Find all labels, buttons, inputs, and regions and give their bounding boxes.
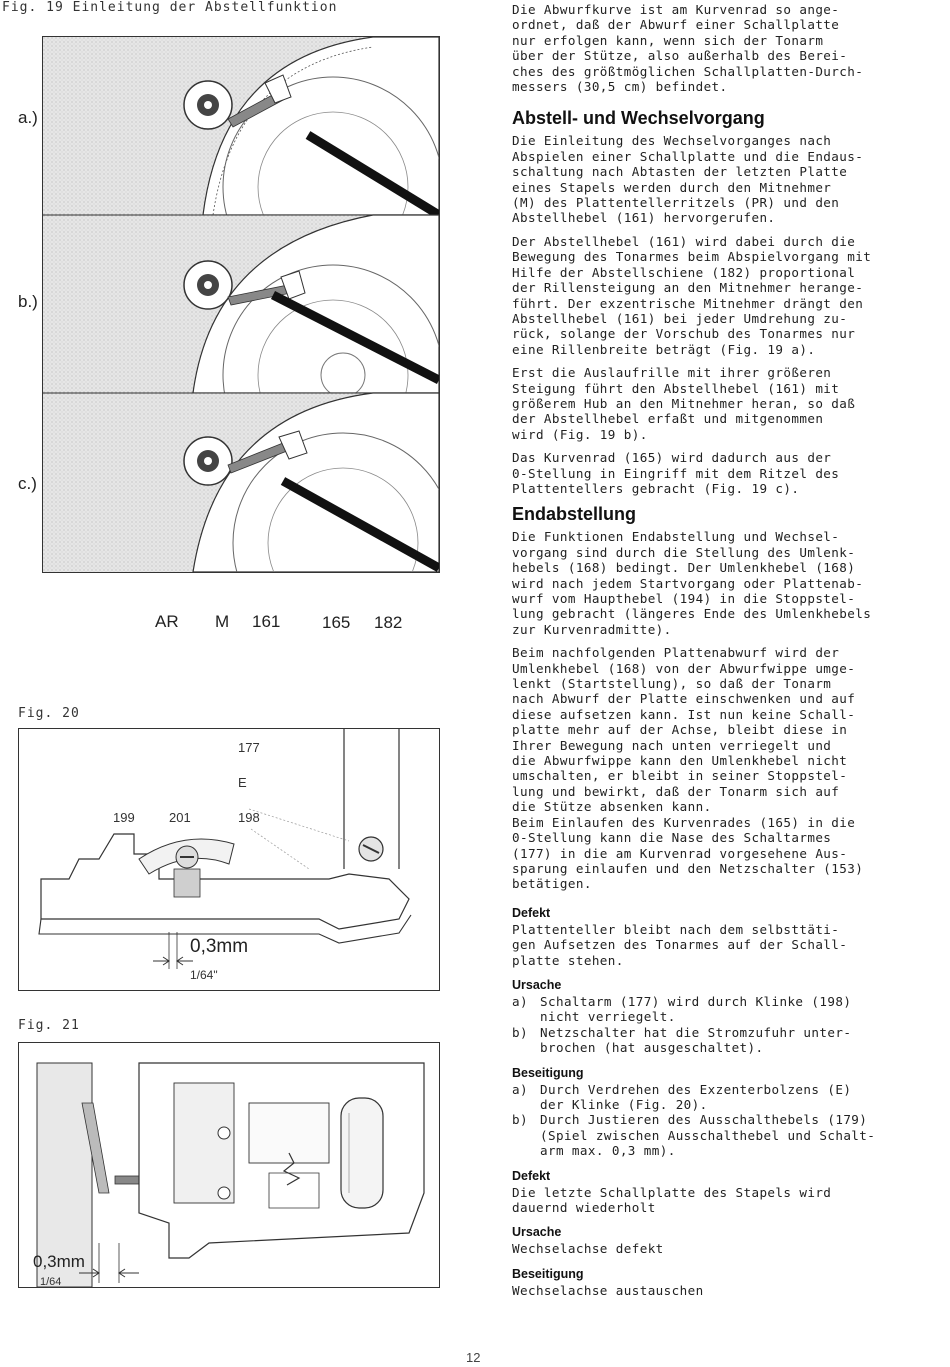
heading-abstell-wechsel: Abstell- und Wechselvorgang <box>512 108 765 129</box>
ursache-1-item-a <box>512 994 948 1025</box>
callout-161: 161 <box>252 612 281 631</box>
panel-c-drawing <box>43 393 439 572</box>
paragraph-auslaufrille: Erst die Auslaufrille mit ihrer größeren Steigung führt den Abstellhebel (161) mit größerem Hub an den Mitnehmer heran, so daß der Abstellhebel erfaßt und mitgenommen wird (Fig. 19 b). <box>512 365 856 442</box>
fig20-dimension-inch: 1/64" <box>190 968 218 982</box>
fig20-label-198: 198 <box>238 810 260 825</box>
panel-label-a: a.) <box>18 108 38 127</box>
paragraph-umlenkhebel: Die Funktionen Endabstellung und Wechsel- vorgang sind durch die Stellung des Umlenk- hebels (168) bedingt. Der Umlenkhebel (168) wird nach jedem Startvorgang oder Plattenab- wurf vom Haupthebel (194) in die Stoppstel- lung gebracht (längeres Ende des Umlenkhebels zur Kurvenradmitte). <box>512 529 872 637</box>
ursache-1-text-b: Netzschalter hat die Stromzufuhr unter- brochen (hat ausgeschaltet). <box>540 1024 852 1056</box>
ursache-1-key-a: a) <box>512 993 528 1009</box>
fig19-drawing <box>43 37 439 572</box>
paragraph-abstellhebel: Der Abstellhebel (161) wird dabei durch die Bewegung des Tonarmes beim Abspielvorgang mit Hilfe der Abstellschiene (182) proportional der Rillensteigung an den Mitnehmer herange- führt. Der exzentrische Mitnehmer drängt den Abstellhebel (161) bei jeder Umdrehung zu- rück, solange der Vorschub des Tonarmes nur eine Rillenbreite beträgt (Fig. 19 a). <box>512 233 872 357</box>
fig21-dimension-inch: 1/64 <box>40 1276 62 1288</box>
beseitigung-1-key-b: b) <box>512 1112 528 1128</box>
ursache-2-text: Wechselachse defekt <box>512 1241 664 1257</box>
ursache-1-key-b: b) <box>512 1024 528 1040</box>
label-beseitigung-2: Beseitigung <box>512 1266 584 1281</box>
beseitigung-1-text-a: Durch Verdrehen des Exzenterbolzens (E) der Klinke (Fig. 20). <box>540 1081 852 1112</box>
fig21-dimension-mm: 0,3mm <box>33 1252 85 1271</box>
fig20-label-201: 201 <box>169 810 191 825</box>
fig20-label-e: E <box>238 775 247 790</box>
defekt-2-text: Die letzte Schallplatte des Stapels wird dauernd wiederholt <box>512 1184 832 1215</box>
fig19-illustration <box>42 36 440 573</box>
callout-m: M <box>215 612 230 631</box>
label-defekt-2: Defekt <box>512 1168 551 1183</box>
panel-label-c: c.) <box>18 474 37 493</box>
ursache-1-text-a: Schaltarm (177) wird durch Klinke (198) nicht verriegelt. <box>540 993 852 1025</box>
fig20-label-177: 177 <box>238 740 260 755</box>
label-ursache-2: Ursache <box>512 1225 562 1240</box>
beseitigung-2-text: Wechselachse austauschen <box>512 1282 704 1298</box>
callout-182: 182 <box>374 613 403 632</box>
label-beseitigung-1: Beseitigung <box>512 1065 584 1080</box>
fig20-dimension-mm: 0,3mm <box>190 936 249 957</box>
fig21-drawing <box>19 1043 439 1287</box>
callout-165: 165 <box>322 613 351 632</box>
fig20-label-199: 199 <box>113 810 135 825</box>
beseitigung-1-item-a <box>512 1082 948 1113</box>
paragraph-plattenabwurf: Beim nachfolgenden Plattenabwurf wird der Umlenkhebel (168) von der Abwurfwippe umge- lenkt (Startstellung), so daß der Tonarm nach Abwurf der Platte einschwenken und auf diese aufsetzen kann. Ist nun keine Schall- platte mehr auf der Achse, bleibt diese in Ihrer Bewegung nach unten verriegelt und die Abwurfwippe kann den Umlenkhebel nicht umschalten, er bleibt in seiner Stoppstel- lung und bewirkt, daß der Tonarm sich auf die Stütze absenken kann. Beim Einlaufen des Kurvenrades (165) in die 0-Stellung kann die Nase des Schaltarmes (177) in die am Kurvenrad vorgesehene Aus- sparung einlaufen und den Netzschalter (153) betätigen. <box>512 645 864 892</box>
beseitigung-1-key-a: a) <box>512 1081 528 1097</box>
ursache-1-item-b <box>512 1025 948 1056</box>
label-defekt-1: Defekt <box>512 905 551 920</box>
beseitigung-1-item-b <box>512 1112 948 1158</box>
beseitigung-1-text-b: Durch Justieren des Ausschalthebels (179) (Spiel zwischen Ausschalthebel und Schalt- arm max. 0,3 mm). <box>540 1112 876 1159</box>
paragraph-kurvenrad: Das Kurvenrad (165) wird dadurch aus der 0-Stellung in Eingriff mit dem Ritzel des Plattentellers gebracht (Fig. 19 c). <box>512 450 840 496</box>
callout-ar: AR <box>155 612 179 631</box>
text-column <box>512 0 948 1306</box>
panel-label-b: b.) <box>18 292 38 311</box>
page-number: 12 <box>466 1350 481 1365</box>
label-ursache-1: Ursache <box>512 977 562 992</box>
fig20-title: Fig. 20 <box>18 706 80 721</box>
fig21-title: Fig. 21 <box>18 1018 80 1033</box>
defekt-1-text: Plattenteller bleibt nach dem selbsttäti- gen Aufsetzen des Tonarmes auf der Schall- platte stehen. <box>512 921 848 968</box>
heading-endabstellung: Endabstellung <box>512 504 637 525</box>
fig19-title: Fig. 19 Einleitung der Abstellfunktion <box>2 0 338 15</box>
intro-paragraph: Die Abwurfkurve ist am Kurvenrad so ange- ordnet, daß der Abwurf einer Schallplatte nur erfolgen kann, wenn sich der Tonarm über der Stütze, also außerhalb des Berei- ches des größtmöglichen Schallplatten-Durch- messers (30,5 cm) befindet. <box>512 2 864 95</box>
paragraph-einleitung: Die Einleitung des Wechselvorganges nach Abspielen einer Schallplatte und die Endaus- schaltung nach Abtasten der letzten Platte eines Stapels werden durch den Mitnehmer (M) des Plattentellerritzels (PR) und den Abstellhebel (161) hervorgerufen. <box>512 133 864 226</box>
